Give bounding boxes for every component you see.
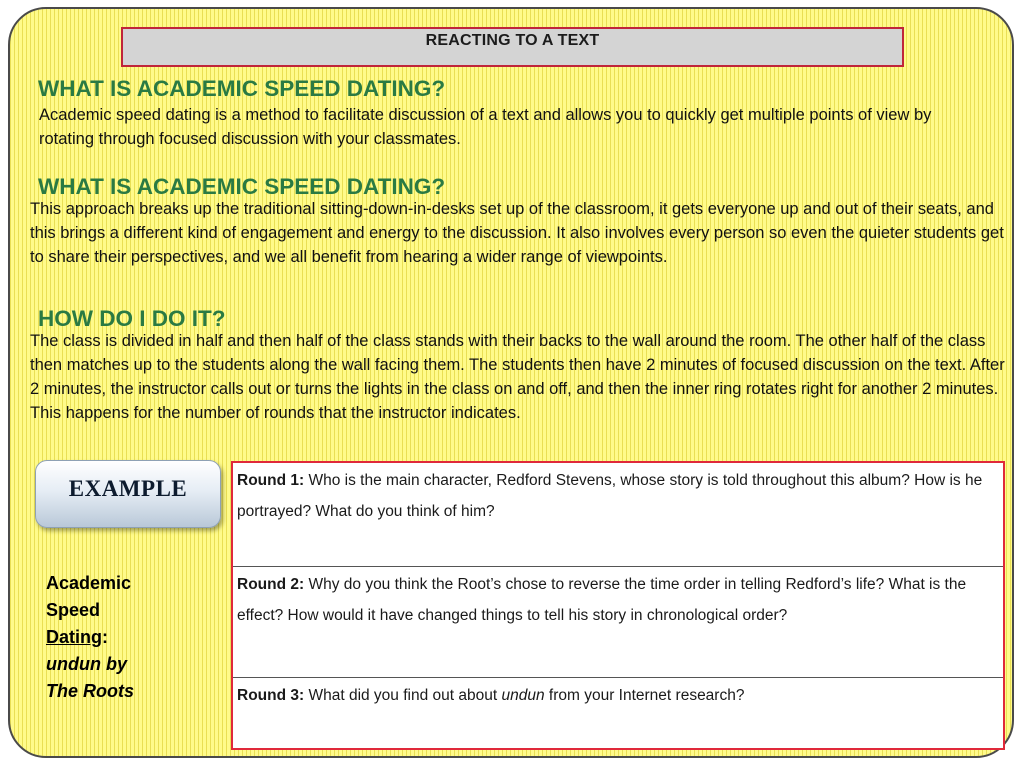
section-2-heading: WHAT IS ACADEMIC SPEED DATING? [38,174,446,199]
round-3-question-end: from your Internet research? [544,687,745,704]
caption-line-1: Academic [46,573,132,593]
rounds-table [231,461,1005,750]
caption-colon: : [102,627,108,647]
caption-line-3 [46,624,206,651]
caption-by: by [100,654,127,674]
round-2-row [233,567,1003,678]
round-3-question-start: What did you find out about [304,687,502,704]
caption-dating: Dating [46,627,102,647]
round-2-label: Round 2: [237,576,305,593]
round-1-question: Who is the main character, Redford Stevens, whose story is told throughout this album? How is he portrayed? What do you think of him? [237,472,983,520]
slide-title-box [121,27,904,67]
caption-line-2: Speed [46,600,101,620]
round-3-question-italic: undun [501,687,545,704]
section-2-text: This approach breaks up the traditional sitting-down-in-desks set up of the classroom, it gets everyone up and out of their seats, and this brings a different kind of engagement and energy to the discussion. It also involves every person so even the quieter students get to share their perspectives, and we all benefit from hearing a wider range of viewpoints. [30,200,1004,266]
round-3-row [233,678,1003,748]
section-3-text: The class is divided in half and then half of the class stands with their backs to the wall around the room. The other half of the class then matches up to the students along the wall facing them. The students then have 2 minutes of focused discussion on the text. After 2 minutes, the instructor calls out or turns the lights in the class on and off, and then the inner ring rotates right for another 2 minutes. This happens for the number of rounds that the instructor indicates. [30,332,1005,422]
example-button-label: EXAMPLE [68,476,188,501]
caption-artist: The Roots [46,681,134,701]
example-button[interactable] [35,460,221,528]
round-1-row [233,463,1003,567]
caption-line-4 [46,651,206,678]
round-1-label: Round 1: [237,472,305,489]
slide-title: REACTING TO A TEXT [425,32,600,49]
section-3-heading: HOW DO I DO IT? [38,306,226,331]
section-1-text: Academic speed dating is a method to facilitate discussion of a text and allows you to quickly get multiple points of view by rotating through focused discussion with your classmates. [39,106,932,148]
round-3-label: Round 3: [237,687,305,704]
example-caption [46,570,206,705]
section-1-heading: WHAT IS ACADEMIC SPEED DATING? [38,76,446,101]
round-2-question: Why do you think the Root’s chose to reverse the time order in telling Redford’s life? What is the effect? How would it have changed things to tell his story in chronological order? [237,576,967,624]
caption-work-title: undun [46,654,101,674]
